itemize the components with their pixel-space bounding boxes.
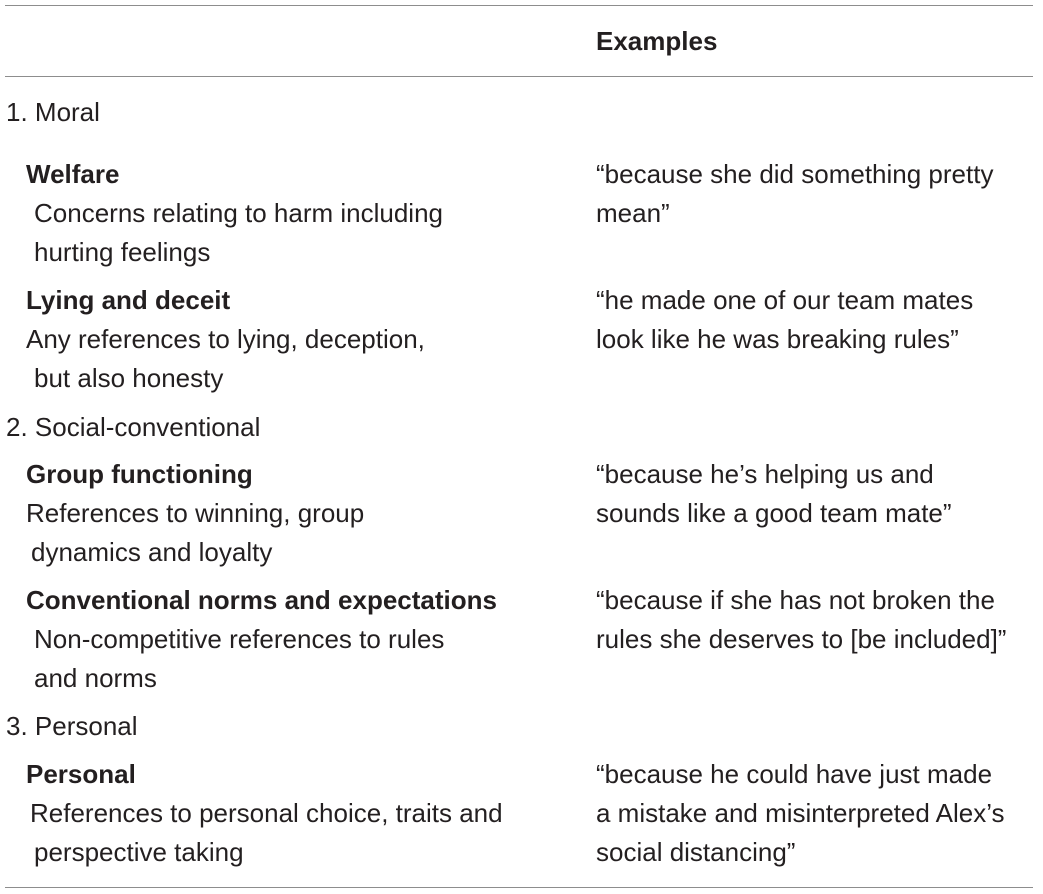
example-quote: “because she did something pretty xyxy=(596,159,994,189)
example-quote: “because he’s helping us and xyxy=(596,459,934,489)
table-top-rule xyxy=(5,5,1033,6)
example-quote: a mistake and misinterpreted Alex’s xyxy=(596,798,1005,828)
category-name: Welfare xyxy=(26,159,120,189)
category-name: Group functioning xyxy=(26,459,253,489)
example-quote: rules she deserves to [be included]” xyxy=(596,624,1007,654)
category-description: Non-competitive references to rules xyxy=(34,624,445,654)
category-description: perspective taking xyxy=(34,837,244,867)
table-bottom-rule xyxy=(5,887,1033,888)
category-description: References to personal choice, traits and xyxy=(30,798,503,828)
header-bottom-rule xyxy=(5,76,1033,77)
section-title: 1. Moral xyxy=(6,97,100,127)
category-name: Conventional norms and expectations xyxy=(26,585,497,615)
category-description: References to winning, group xyxy=(26,498,365,528)
category-description: but also honesty xyxy=(34,363,224,393)
example-quote: “he made one of our team mates xyxy=(596,285,974,315)
category-name: Personal xyxy=(26,759,136,789)
category-description: Any references to lying, deception, xyxy=(26,324,425,354)
example-quote: mean” xyxy=(596,198,670,228)
section-title: 3. Personal xyxy=(6,711,138,741)
example-quote: look like he was breaking rules” xyxy=(596,324,959,354)
category-description: hurting feelings xyxy=(34,237,211,267)
example-quote: sounds like a good team mate” xyxy=(596,498,952,528)
section-title: 2. Social-conventional xyxy=(6,412,261,442)
column-header-examples: Examples xyxy=(596,26,718,56)
category-description: Concerns relating to harm including xyxy=(34,198,443,228)
category-description: and norms xyxy=(34,663,157,693)
category-name: Lying and deceit xyxy=(26,285,231,315)
example-quote: “because if she has not broken the xyxy=(596,585,995,615)
example-quote: social distancing” xyxy=(596,837,796,867)
example-quote: “because he could have just made xyxy=(596,759,993,789)
category-description: dynamics and loyalty xyxy=(31,537,273,567)
